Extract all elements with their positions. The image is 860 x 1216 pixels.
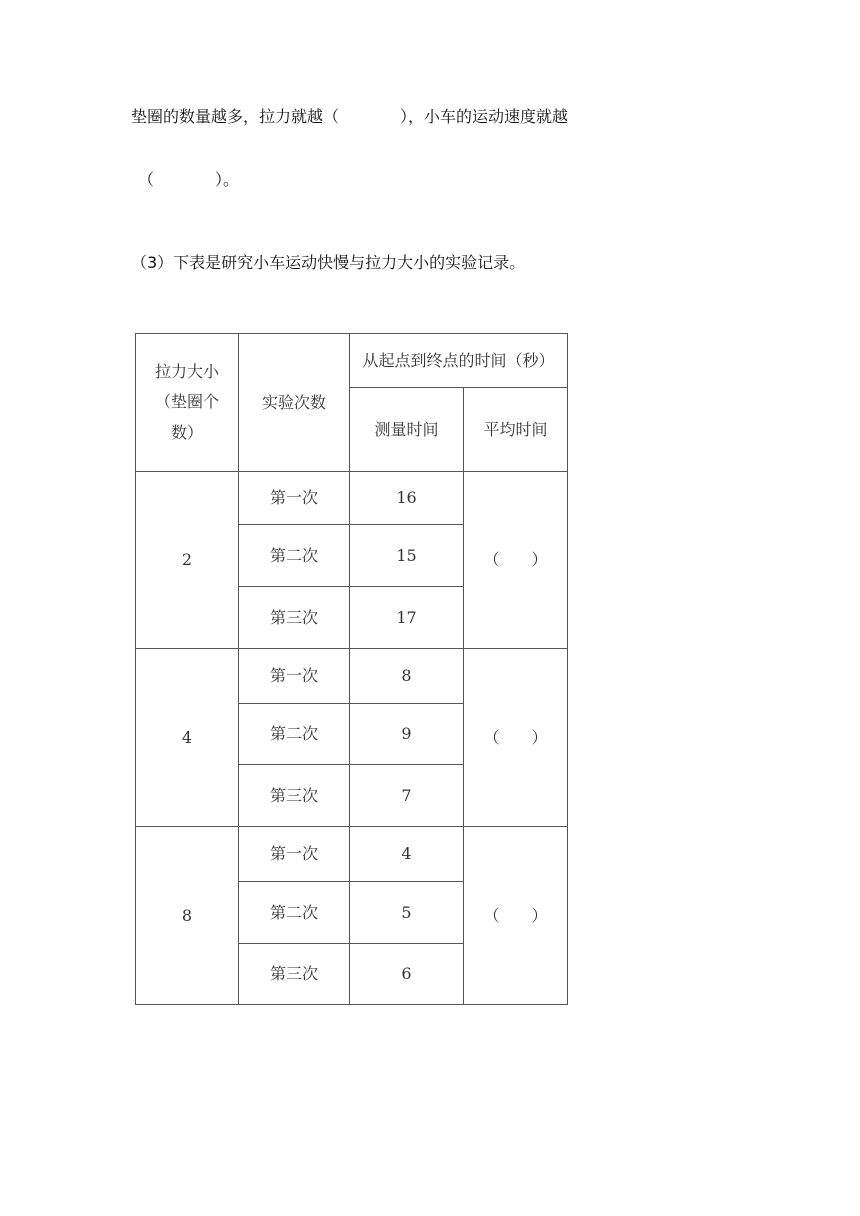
question-line-1: 垫圈的数量越多，拉力就越（ ），小车的运动速度就越 [131,107,569,126]
average-blank [464,649,568,827]
measured-time: 7 [350,765,464,827]
paren-open: （ [483,905,500,925]
trial-label: 第一次 [239,649,350,704]
average-blank [464,472,568,649]
measured-time: 8 [350,649,464,704]
trial-label: 第二次 [239,704,350,765]
paren-close: ） [531,550,548,570]
measured-time: 9 [350,704,464,765]
measured-time: 5 [350,882,464,944]
trial-label: 第一次 [239,827,350,882]
paren-open: （ [483,550,500,570]
header-trial: 实验次数 [239,334,350,472]
header-average: 平均时间 [464,388,568,472]
trial-label: 第一次 [239,472,350,525]
paren-open: （ [483,727,500,747]
measured-time: 17 [350,587,464,649]
trial-label: 第三次 [239,765,350,827]
force-value: 2 [136,472,239,649]
force-value: 4 [136,649,239,827]
experiment-record-table [135,333,568,1005]
header-time-group: 从起点到终点的时间（秒） [350,334,568,388]
measured-time: 4 [350,827,464,882]
paren-close: ） [531,905,548,925]
measured-time: 16 [350,472,464,525]
trial-label: 第二次 [239,882,350,944]
question-line-2: （ ）。 [138,170,240,189]
force-value: 8 [136,827,239,1005]
paren-close: ） [531,727,548,747]
trial-label: 第二次 [239,525,350,587]
header-force-label: 拉力大小（垫圈个数） [155,361,220,442]
trial-label: 第三次 [239,587,350,649]
measured-time: 15 [350,525,464,587]
question-line-3: （3）下表是研究小车运动快慢与拉力大小的实验记录。 [131,253,526,272]
average-blank [464,827,568,1005]
header-measured: 测量时间 [350,388,464,472]
trial-label: 第三次 [239,944,350,1005]
header-force [136,334,239,472]
measured-time: 6 [350,944,464,1005]
